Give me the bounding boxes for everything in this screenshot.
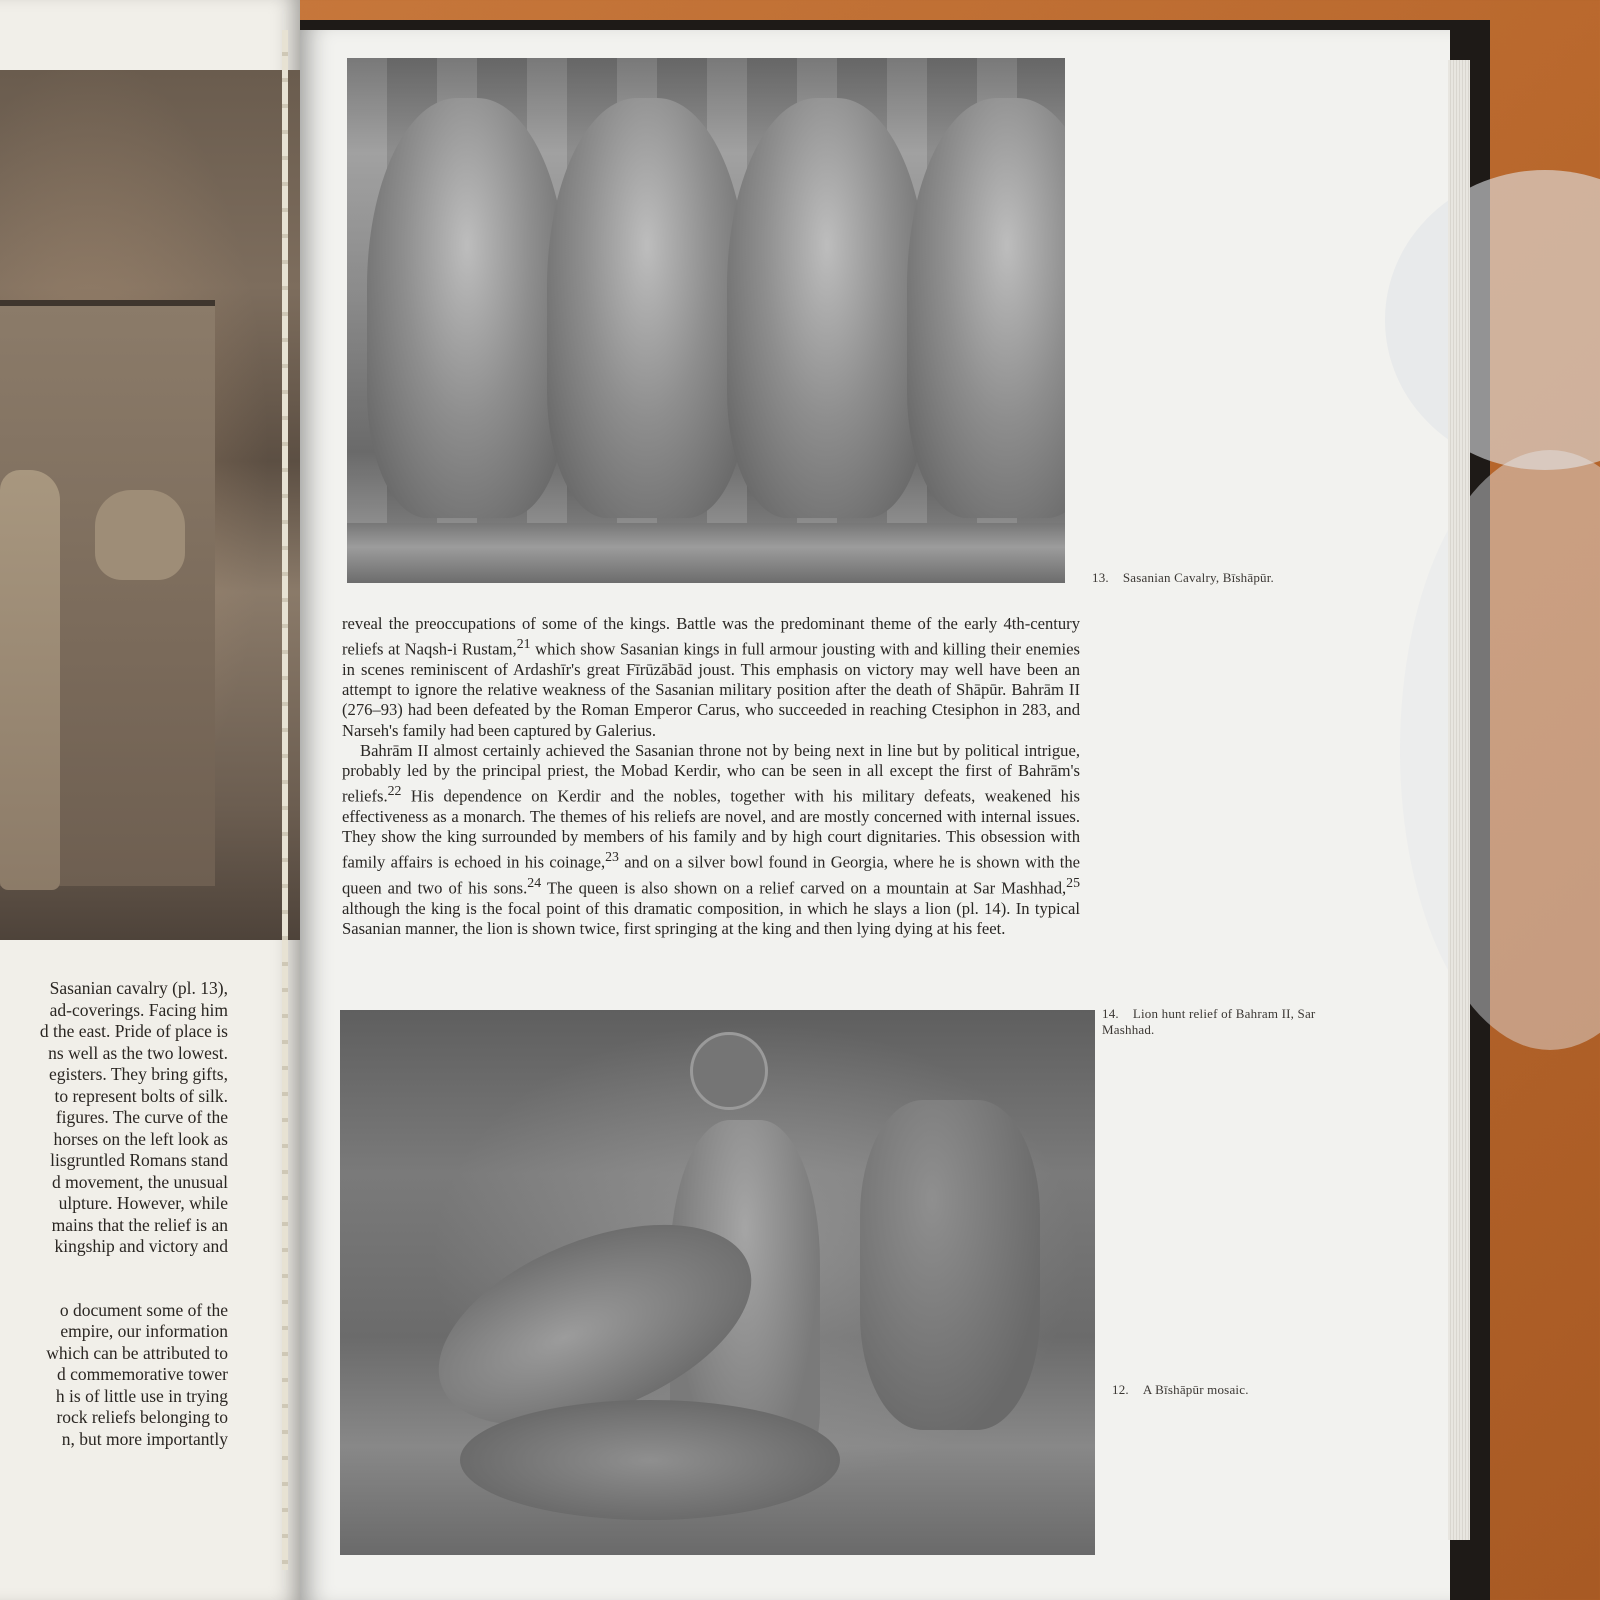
left-page-text xyxy=(0,978,228,1450)
cavalry-relief-photo xyxy=(347,58,1065,583)
left-text-line: ulpture. However, while xyxy=(58,1193,228,1213)
lion-hunt-relief-photo xyxy=(340,1010,1095,1555)
left-text-line: d commemorative tower xyxy=(56,1364,228,1384)
left-text-line: horses on the left look as xyxy=(53,1128,228,1149)
left-text-line: to represent bolts of silk. xyxy=(54,1085,228,1106)
left-text-line: h is of little use in trying xyxy=(55,1385,228,1406)
show-through-shape xyxy=(1400,450,1600,1050)
page-edges xyxy=(1448,60,1470,1540)
caption-13 xyxy=(1092,570,1352,586)
left-text-line: lisgruntled Romans stand xyxy=(50,1150,228,1170)
caption-text: Sasanian Cavalry, Bīshāpūr. xyxy=(1122,570,1275,585)
left-text-line: o document some of the xyxy=(59,1299,228,1320)
left-text-line: d the east. Pride of place is xyxy=(39,1021,228,1041)
relief-base xyxy=(347,523,1065,583)
relief-lion-dying xyxy=(460,1400,840,1520)
left-text-line: d movement, the unusual xyxy=(52,1171,228,1192)
relief-attendants xyxy=(860,1100,1040,1430)
caption-12 xyxy=(1112,1382,1352,1398)
caption-number: 12. xyxy=(1112,1382,1129,1397)
paragraph: reveal the preoccupations of some of the kings. Battle was the predominant theme of the early 4th-century reliefs at Naqsh-i Rustam,$^{21}$ which show Sasanian kings in full armour jousting with and killing their enemies in scenes reminiscent of Ardashīr's great Fīrūzābād joust. This emphasis on victory may well have been an attempt to ignore the relative weakness of the Sasanian military position after the death of Shāpūr. Bahrām II (276–93) had been defeated by the Roman Emperor Carus, who succeeded in reaching Ctesiphon in 283, and Narseh's family had been captured by Galerius. xyxy=(342,614,1080,740)
relief-figure-head xyxy=(95,490,185,580)
caption-text: Lion hunt relief of Bahram II, Sar Mashhad. xyxy=(1102,1006,1316,1037)
horse-relief xyxy=(547,98,747,518)
show-through-shape xyxy=(1385,170,1600,470)
binding-stitch xyxy=(282,30,288,1570)
left-text-line: empire, our information xyxy=(60,1321,228,1341)
left-text-line: rock reliefs belonging to xyxy=(56,1407,228,1427)
left-text-line: kingship and victory and xyxy=(54,1236,228,1256)
left-text-line: Sasanian cavalry (pl. 13), xyxy=(49,978,228,998)
main-body-text xyxy=(342,614,1080,939)
horse-relief xyxy=(367,98,567,518)
left-text-line: figures. The curve of the xyxy=(55,1107,228,1127)
relief-figure xyxy=(0,470,60,890)
left-text-line: egisters. They bring gifts, xyxy=(48,1064,228,1084)
relief-halo xyxy=(690,1032,768,1110)
left-text-line: n, but more importantly xyxy=(61,1428,228,1449)
caption-number: 13. xyxy=(1092,570,1109,585)
left-text-line: mains that the relief is an xyxy=(51,1214,228,1235)
horse-relief xyxy=(907,98,1065,518)
caption-14 xyxy=(1102,1006,1362,1038)
left-relief-photo xyxy=(0,70,300,940)
left-page xyxy=(0,0,300,1600)
paragraph-gap xyxy=(0,1258,228,1300)
left-text-line: which can be attributed to xyxy=(46,1342,228,1363)
caption-text: A Bīshāpūr mosaic. xyxy=(1142,1382,1249,1397)
caption-number: 14. xyxy=(1102,1006,1119,1021)
paragraph: Bahrām II almost certainly achieved the Sasanian throne not by being next in line but by political intrigue, probably led by the principal priest, the Mobad Kerdir, who can be seen in all except the first of Bahrām's reliefs.$^{22}$ His dependence on Kerdir and the nobles, together with his military defeats, weakened his effectiveness as a monarch. The themes of his reliefs are novel, and are mostly concerned with internal issues. They show the king surrounded by members of his family and by high court dignitaries. This obsession with family affairs is echoed in his coinage,$^{23}$ and on a silver bowl found in Georgia, where he is shown with the queen and two of his sons.$^{24}$ The queen is also shown on a relief carved on a mountain at Sar Mashhad,$^{25}$ although the king is the focal point of this dramatic composition, in which he slays a lion (pl. 14). In typical Sasanian manner, the lion is shown twice, first springing at the king and then lying dying at his feet. xyxy=(342,740,1080,938)
left-text-line: ns well as the two lowest. xyxy=(48,1042,228,1063)
horse-relief xyxy=(727,98,927,518)
left-text-line: ad-coverings. Facing him xyxy=(49,999,228,1020)
